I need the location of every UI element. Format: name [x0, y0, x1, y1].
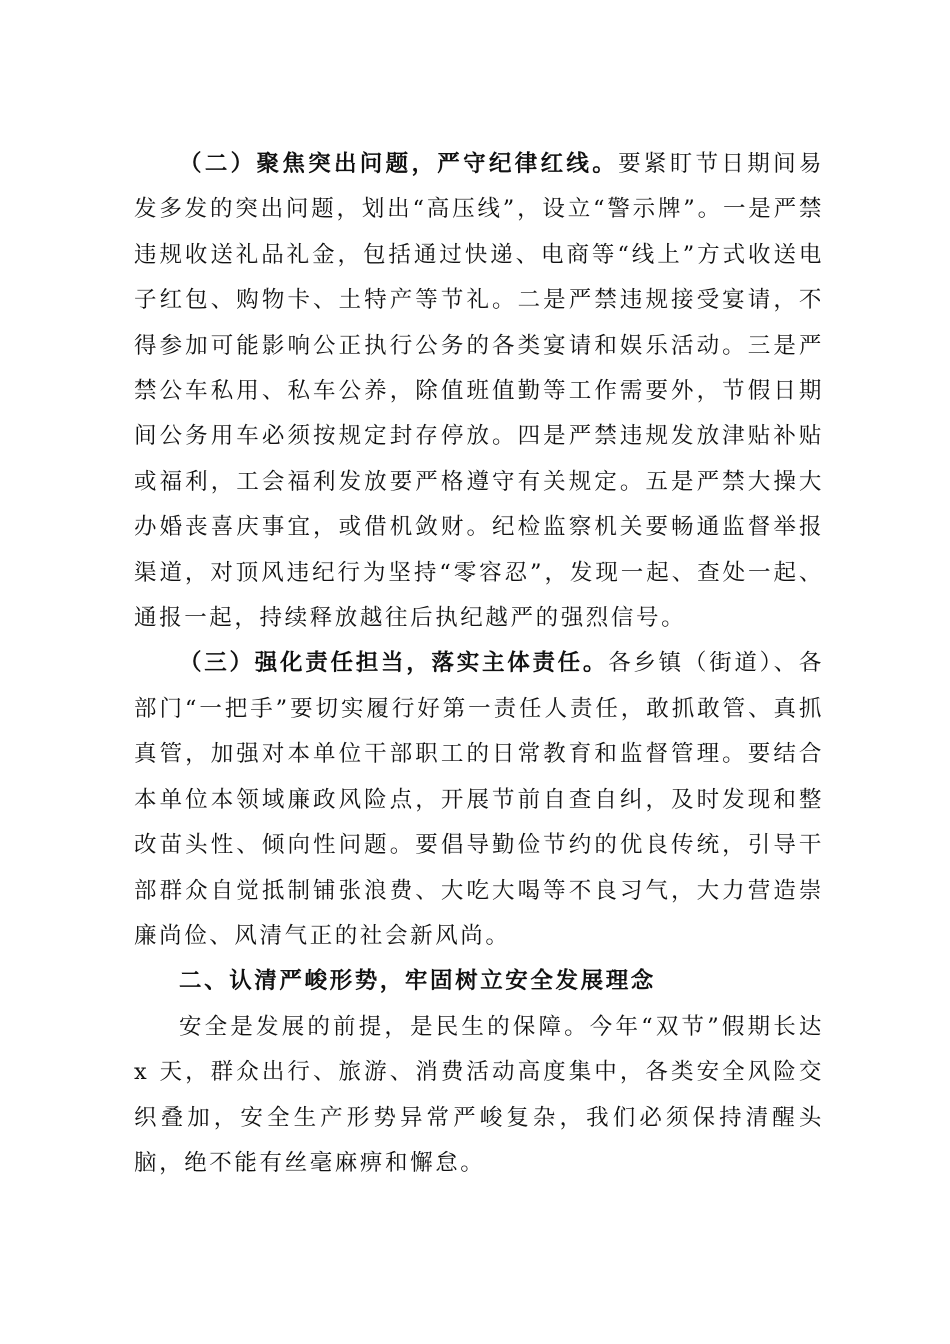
paragraph-safety: 安全是发展的前提，是民生的保障。今年“双节”假期长达 x 天，群众出行、旅游、消费活动高度集中，各类安全风险交织叠加，安全生产形势异常严峻复杂，我们必须保持清醒头脑，绝不能有丝毫麻痹和懈怠。: [134, 1013, 824, 1176]
heading-part-2: 二、认清严峻形势，牢固树立安全发展理念: [179, 968, 656, 995]
paragraph-section-3: [134, 641, 824, 959]
section-3-body: 各乡镇（街道）、各部门“一把手”要切实履行好第一责任人责任，敢抓敢管、真抓真管，加强对本单位干部职工的日常教育和监督管理。要结合本单位本领域廉政风险点，开展节前自查自纠，及时发现和整改苗头性、倾向性问题。要倡导勤俭节约的优良传统，引导干部群众自觉抵制铺张浪费、大吃大喝等不良习气，大力营造崇廉尚俭、风清气正的社会新风尚。: [134, 650, 825, 949]
section-2-lead: （二）聚焦突出问题，严守纪律红线。: [179, 151, 619, 177]
section-2-body: 要紧盯节日期间易发多发的突出问题，划出“高压线”，设立“警示牌”。一是严禁违规收送礼品礼金，包括通过快递、电商等“线上”方式收送电子红包、购物卡、土特产等节礼。二是严禁违规接受宴请，不得参加可能影响公正执行公务的各类宴请和娱乐活动。三是严禁公车私用、私车公养，除值班值勤等工作需要外，节假日期间公务用车必须按规定封存停放。四是严禁违规发放津贴补贴或福利，工会福利发放要严格遵守有关规定。五是严禁大操大办婚丧喜庆事宜，或借机敛财。纪检监察机关要畅通监督举报渠道，对顶风违纪行为坚持“零容忍”，发现一起、查处一起、通报一起，持续释放越往后执纪越严的强烈信号。: [134, 151, 824, 632]
document-body: [134, 142, 824, 1186]
paragraph-section-2: [134, 142, 824, 641]
section-3-lead: （三）强化责任担当，落实主体责任。: [179, 650, 609, 677]
